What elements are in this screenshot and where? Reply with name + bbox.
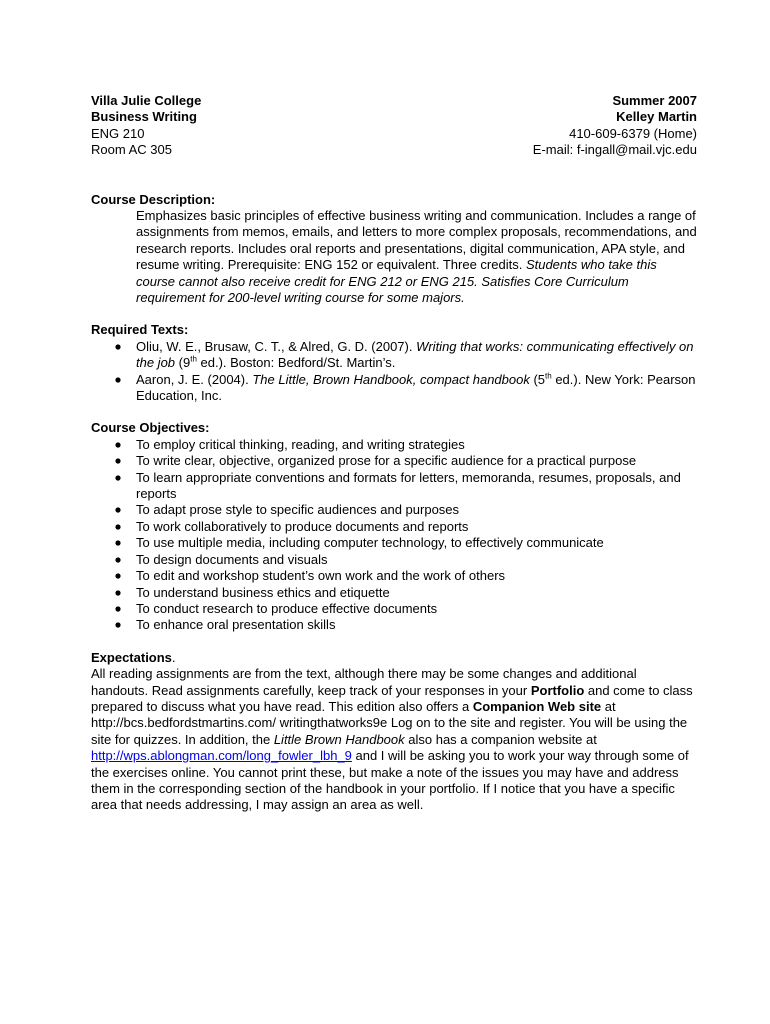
objective-text: To design documents and visuals	[136, 551, 328, 567]
list-item	[91, 470, 697, 503]
course-description-section	[91, 192, 697, 307]
course-objectives-title: Course Objectives:	[91, 420, 210, 436]
bullet-icon	[115, 622, 121, 628]
required-texts-title: Required Texts:	[91, 322, 189, 338]
list-item	[91, 437, 697, 453]
citation-authors: Oliu, W. E., Brusaw, C. T., & Alred, G. D. (2007).	[136, 338, 417, 354]
bullet-icon	[115, 606, 121, 612]
bullet-icon	[115, 507, 121, 513]
objective-text: To write clear, objective, organized prose for a specific audience for a practical purpose	[136, 453, 637, 469]
list-item	[91, 617, 697, 633]
portfolio-term: Portfolio	[530, 682, 585, 698]
room: Room AC 305	[91, 142, 172, 158]
course-title: Business Writing	[91, 109, 197, 125]
course-description-text	[91, 208, 697, 306]
expectations-title: Expectations	[91, 649, 172, 665]
citation-publisher: ed.). New York: Pearson Education, Inc.	[136, 371, 696, 404]
list-item	[91, 502, 697, 518]
list-item	[91, 568, 697, 584]
required-texts-section	[91, 322, 697, 404]
instructor-phone: 410-609-6379 (Home)	[569, 125, 697, 141]
bullet-icon	[115, 458, 121, 464]
course-objectives-list	[91, 437, 697, 634]
list-item	[91, 552, 697, 568]
objective-text: To work collaboratively to produce documents and reports	[136, 518, 469, 534]
citation-publisher: ed.). Boston: Bedford/St. Martin’s.	[196, 355, 396, 371]
list-item	[91, 535, 697, 551]
expectations-section	[91, 650, 697, 814]
bullet-icon	[115, 344, 121, 350]
bullet-icon	[115, 590, 121, 596]
course-description-title: Course Description:	[91, 191, 216, 207]
course-code: ENG 210	[91, 125, 145, 141]
list-item	[91, 601, 697, 617]
expectations-text-part: also has a companion website at	[404, 731, 597, 747]
syllabus-page	[91, 93, 697, 814]
required-texts-list	[91, 339, 697, 405]
handbook-title: Little Brown Handbook	[273, 731, 405, 747]
list-item	[91, 453, 697, 469]
header-left	[91, 93, 201, 159]
bullet-icon	[115, 475, 121, 481]
expectations-text-part: and I will be asking you to work your way through some of the exercises online. You cannot print these, but make a note of the issues you may have and address them in the corresponding section of the handbook in your portfolio. If I notice that you have a specific area that needs addressing, I may assign an area as well.	[91, 748, 689, 813]
citation-edition-suffix: th	[190, 354, 197, 364]
expectations-title-punct: .	[171, 649, 176, 665]
bullet-icon	[115, 557, 121, 563]
objective-text: To understand business ethics and etiquette	[136, 584, 390, 600]
term: Summer 2007	[612, 93, 697, 108]
list-item	[91, 372, 697, 405]
objective-text: To use multiple media, including computer technology, to effectively communicate	[136, 535, 604, 551]
list-item	[91, 585, 697, 601]
bullet-icon	[115, 442, 121, 448]
objective-text: To edit and workshop student’s own work and the work of others	[136, 568, 506, 584]
list-item	[91, 339, 697, 372]
expectations-text-part: All reading assignments are from the text, although there may be some changes and additional handouts. Read assignments carefully, keep track of your responses in your	[91, 666, 637, 698]
companion-website-link[interactable]: http://wps.ablongman.com/long_fowler_lbh_9	[91, 748, 352, 764]
objective-text: To enhance oral presentation skills	[136, 617, 336, 633]
objective-text: To adapt prose style to specific audiences and purposes	[136, 502, 460, 518]
expectations-text	[91, 666, 697, 814]
list-item	[91, 519, 697, 535]
citation-edition: (9	[175, 355, 191, 371]
companion-website-term: Companion Web site	[472, 698, 602, 714]
expectations-text-part: at http://bcs.bedfordstmartins.com/ writingthatworks9e Log on to the site and register. You will be using the site for quizzes. In addition, the	[91, 698, 688, 747]
bullet-icon	[115, 524, 121, 530]
expectations-heading	[91, 650, 697, 666]
course-objectives-section	[91, 420, 697, 633]
header	[91, 93, 697, 159]
bullet-icon	[115, 540, 121, 546]
instructor-name: Kelley Martin	[616, 109, 697, 125]
bullet-icon	[115, 573, 121, 579]
objective-text: To conduct research to produce effective documents	[136, 600, 438, 616]
college-name: Villa Julie College	[91, 93, 202, 108]
objective-text: To employ critical thinking, reading, and writing strategies	[136, 436, 465, 452]
course-description-note: Students who take this course cannot also receive credit for ENG 212 or ENG 215. Satisfies Core Curriculum requirement for 200-level writing course for some majors.	[136, 257, 657, 305]
bullet-icon	[115, 377, 121, 383]
citation-title: The Little, Brown Handbook, compact handbook	[252, 371, 530, 387]
objective-text: To learn appropriate conventions and formats for letters, memoranda, resumes, proposals, and reports	[136, 469, 681, 502]
instructor-email: E-mail: f-ingall@mail.vjc.edu	[532, 142, 697, 158]
citation-edition-suffix: th	[545, 371, 552, 381]
citation-edition: (5	[529, 371, 546, 387]
course-description-body: Emphasizes basic principles of effective business writing and communication. Includes a range of assignments from memos, emails, and letters to more complex proposals, recommendations, and research reports. Includes oral reports and presentations, digital communication, APA style, and resume writing. Prerequisite: ENG 152 or equivalent. Three credits.	[136, 207, 697, 273]
header-right	[533, 93, 697, 159]
expectations-text-part: and come to class prepared to discuss what you have read. This edition also offers a	[91, 682, 693, 714]
citation-authors: Aaron, J. E. (2004).	[136, 371, 253, 387]
citation-title: Writing that works: communicating effectively on the job	[136, 338, 694, 371]
